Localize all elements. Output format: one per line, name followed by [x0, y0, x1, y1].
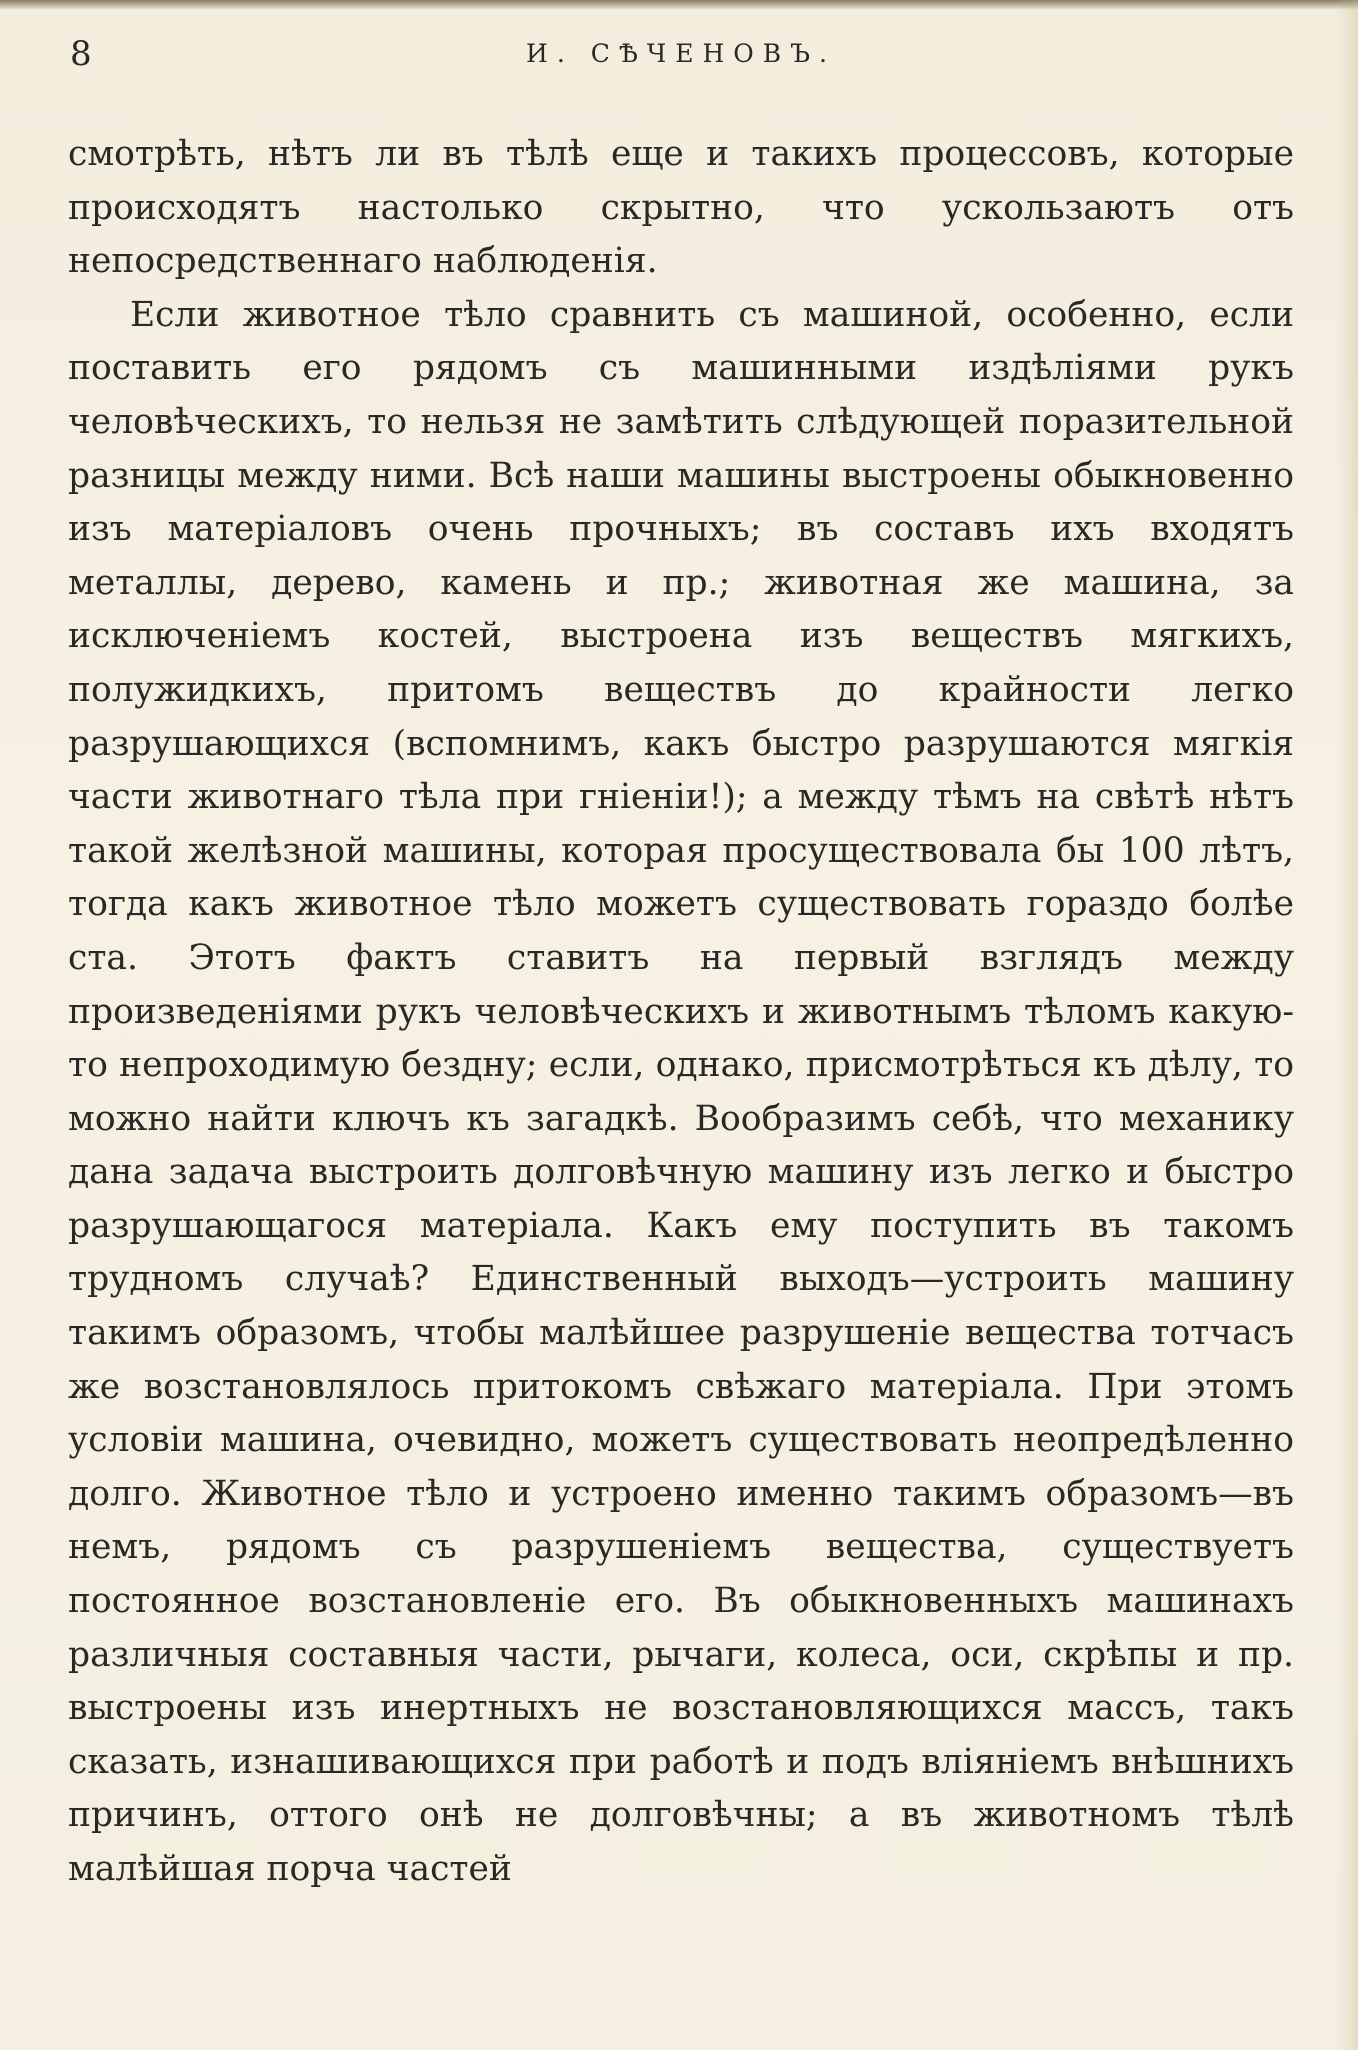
- running-title: И. СѢЧЕНОВЪ.: [526, 39, 836, 68]
- page-header: [70, 34, 1292, 74]
- page-top-edge: [0, 0, 1358, 10]
- paragraph: Если животное тѣло сравнить съ машиной, особенно, если поставить его рядомъ съ машинными издѣліями рукъ человѣческихъ, то нельзя не замѣтить слѣдующей поразительной разницы между ними. Всѣ наши машины выстроены обыкновенно изъ матеріаловъ очень прочныхъ; въ составъ ихъ входятъ металлы, дерево, камень и пр.; животная же машина, за исключеніемъ костей, выстроена изъ веществъ мягкихъ, полужидкихъ, притомъ веществъ до крайности легко разрушающихся (вспомнимъ, какъ быстро разрушаются мягкія части животнаго тѣла при гніеніи!); а между тѣмъ на свѣтѣ нѣтъ такой желѣзной машины, которая просуществовала бы 100 лѣтъ, тогда какъ животное тѣло можетъ существовать гораздо болѣе ста. Этотъ фактъ ставитъ на первый взглядъ между произведеніями рукъ человѣческихъ и животнымъ тѣломъ какую-то непроходимую бездну; если, однако, присмотрѣться къ дѣлу, то можно найти ключъ къ загадкѣ. Вообразимъ себѣ, что механику дана задача выстроить долговѣчную машину изъ легко и быстро разрушающагося матеріала. Какъ ему поступить въ такомъ трудномъ случаѣ? Единственный выходъ—устроить машину такимъ образомъ, чтобы малѣйшее разрушеніе вещества тотчасъ же возстановлялось притокомъ свѣжаго матеріала. При этомъ условіи машина, очевидно, можетъ существовать неопредѣленно долго. Животное тѣло и устроено именно такимъ образомъ—въ немъ, рядомъ съ разрушеніемъ вещества, существуетъ постоянное возстановленіе его. Въ обыкновенныхъ машинахъ различныя составныя части, рычаги, колеса, оси, скрѣпы и пр. выстроены изъ инертныхъ не возстановляющихся массъ, такъ сказать, изнашивающихся при работѣ и подъ вліяніемъ внѣшнихъ причинъ, оттого онѣ не долговѣчны; а въ животномъ тѣлѣ малѣйшая порча частей: [68, 294, 1294, 1889]
- page-right-edge: [1336, 0, 1358, 2050]
- body-text: [68, 128, 1294, 1897]
- page-number: 8: [70, 34, 92, 74]
- paragraph-continued: смотрѣть, нѣтъ ли въ тѣлѣ еще и такихъ процессовъ, которые происходятъ настолько скрытно, что ускользаютъ отъ непосредственнаго наблюденія.: [68, 134, 1294, 282]
